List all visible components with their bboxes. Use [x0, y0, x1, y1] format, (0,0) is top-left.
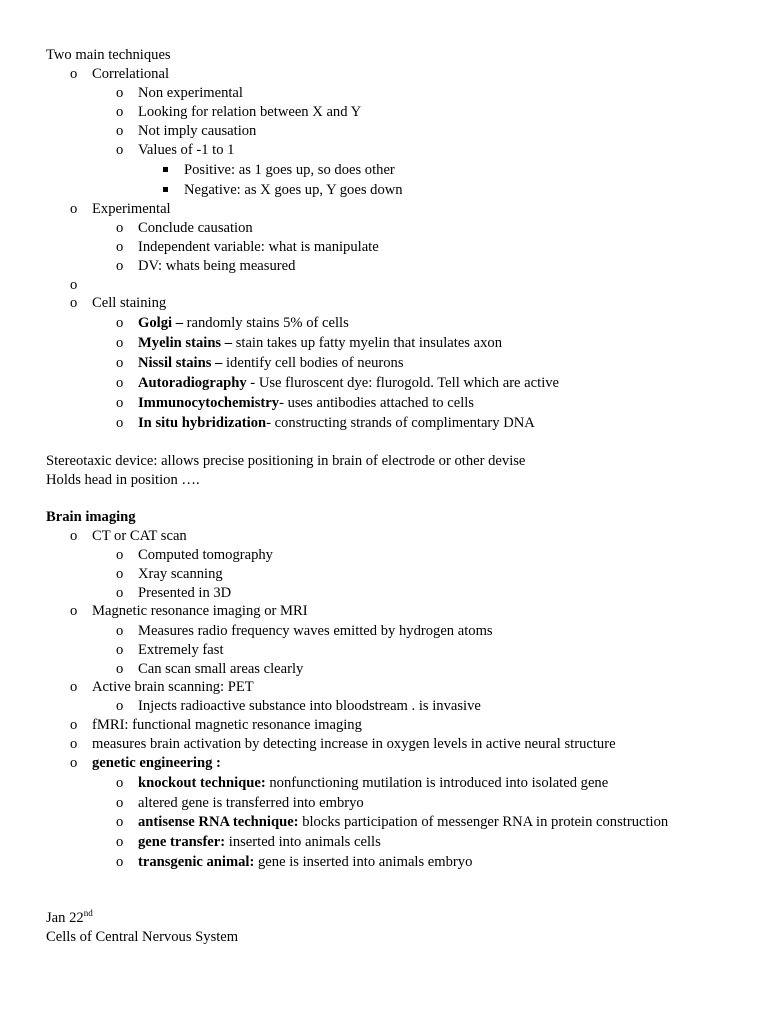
bullet-marker: o: [116, 661, 124, 677]
bullet-marker: o: [116, 566, 124, 582]
list-item: Values of -1 to 1: [138, 142, 235, 158]
list-item: [138, 414, 535, 432]
list-item: Non experimental: [138, 85, 243, 101]
term: Immunocytochemistry: [138, 395, 280, 411]
bullet-marker: o: [116, 220, 124, 236]
genetic-title: genetic engineering :: [92, 755, 221, 771]
bullet-marker: o: [116, 355, 124, 371]
date-text: Jan 22: [46, 910, 84, 926]
list-item: Xray scanning: [138, 566, 223, 582]
bullet-marker: o: [116, 623, 124, 639]
bullet-marker: o: [116, 142, 124, 158]
list-item: [138, 794, 364, 812]
bullet-marker: o: [116, 585, 124, 601]
list-item: Measures radio frequency waves emitted by hydrogen atoms: [138, 623, 493, 639]
bullet-marker: o: [116, 335, 124, 351]
definition: - uses antibodies attached to cells: [279, 395, 474, 411]
list-item: Injects radioactive substance into bloodstream . is invasive: [138, 698, 481, 714]
square-bullet-icon: [163, 187, 168, 192]
definition: identify cell bodies of neurons: [222, 355, 404, 371]
stereotaxic-line: Stereotaxic device: allows precise positioning in brain of electrode or other devise: [46, 453, 526, 469]
bullet-marker: o: [116, 795, 124, 811]
definition: stain takes up fatty myelin that insulates axon: [232, 335, 502, 351]
definition: gene is inserted into animals embryo: [254, 854, 473, 870]
definition: - constructing strands of complimentary DNA: [266, 415, 535, 431]
brain-imaging-heading: Brain imaging: [46, 509, 136, 525]
term: In situ hybridization: [138, 415, 267, 431]
bullet-marker: o: [116, 547, 124, 563]
list-item: Independent variable: what is manipulate: [138, 239, 379, 255]
date-suffix: nd: [83, 908, 93, 919]
bullet-marker: o: [116, 698, 124, 714]
bullet-marker: o: [116, 315, 124, 331]
bullet-marker: o: [70, 603, 78, 619]
bullet-marker: o: [70, 66, 78, 82]
bullet-marker: o: [116, 258, 124, 274]
bullet-marker: o: [70, 295, 78, 311]
term: Nissil stains –: [138, 355, 223, 371]
term: Autoradiography: [138, 375, 247, 391]
bullet-marker: o: [70, 679, 78, 695]
bullet-marker: o: [116, 85, 124, 101]
list-item: [138, 394, 474, 412]
bullet-marker: o: [116, 834, 124, 850]
definition: altered gene is transferred into embryo: [138, 795, 364, 811]
list-item: [138, 813, 668, 831]
intro-line: Two main techniques: [46, 47, 171, 63]
ct-title: CT or CAT scan: [92, 528, 187, 544]
footer-title: Cells of Central Nervous System: [46, 929, 239, 945]
experimental-title: Experimental: [92, 201, 171, 217]
bullet-marker: o: [116, 854, 124, 870]
fmri-line: fMRI: functional magnetic resonance imaging: [92, 717, 362, 733]
mri-title: Magnetic resonance imaging or MRI: [92, 603, 308, 619]
cell-staining-title: Cell staining: [92, 295, 167, 311]
bullet-marker: o: [70, 277, 78, 293]
bullet-marker: o: [116, 375, 124, 391]
definition: inserted into animals cells: [225, 834, 381, 850]
term: gene transfer:: [138, 834, 226, 850]
bullet-marker: o: [70, 717, 78, 733]
list-item: Conclude causation: [138, 220, 253, 236]
date-line: [46, 909, 93, 927]
bullet-marker: o: [116, 123, 124, 139]
list-item: [138, 354, 404, 372]
term: Golgi –: [138, 315, 183, 331]
bullet-marker: o: [116, 775, 124, 791]
stereotaxic-line: Holds head in position ….: [46, 472, 200, 488]
list-item: Computed tomography: [138, 547, 273, 563]
bullet-marker: o: [116, 395, 124, 411]
list-item: [138, 314, 349, 332]
definition: - Use fluroscent dye: flurogold. Tell which are active: [246, 375, 560, 391]
list-item: Not imply causation: [138, 123, 257, 139]
bullet-marker: o: [70, 201, 78, 217]
term: transgenic animal:: [138, 854, 255, 870]
list-item: [138, 374, 559, 392]
correlational-title: Correlational: [92, 66, 169, 82]
bullet-marker: o: [116, 642, 124, 658]
square-bullet-icon: [163, 167, 168, 172]
list-item: Can scan small areas clearly: [138, 661, 304, 677]
bullet-marker: o: [116, 415, 124, 431]
bullet-marker: o: [116, 104, 124, 120]
list-subitem: Positive: as 1 goes up, so does other: [184, 162, 395, 178]
definition: nonfunctioning mutilation is introduced into isolated gene: [265, 775, 609, 791]
list-subitem: Negative: as X goes up, Y goes down: [184, 182, 403, 198]
bullet-marker: o: [116, 239, 124, 255]
bullet-marker: o: [70, 528, 78, 544]
term: Myelin stains –: [138, 335, 233, 351]
list-item: Looking for relation between X and Y: [138, 104, 362, 120]
list-item: Extremely fast: [138, 642, 224, 658]
term: knockout technique:: [138, 775, 266, 791]
list-item: [138, 833, 381, 851]
term: antisense RNA technique:: [138, 814, 299, 830]
list-item: Presented in 3D: [138, 585, 232, 601]
bullet-marker: o: [70, 755, 78, 771]
bullet-marker: o: [116, 814, 124, 830]
pet-title: Active brain scanning: PET: [92, 679, 254, 695]
definition: blocks participation of messenger RNA in protein construction: [298, 814, 669, 830]
list-item: [138, 334, 502, 352]
list-item: [138, 774, 608, 792]
list-item: [138, 853, 472, 871]
definition: randomly stains 5% of cells: [183, 315, 349, 331]
list-item: DV: whats being measured: [138, 258, 296, 274]
measures-line: measures brain activation by detecting increase in oxygen levels in active neural structure: [92, 736, 616, 752]
bullet-marker: o: [70, 736, 78, 752]
